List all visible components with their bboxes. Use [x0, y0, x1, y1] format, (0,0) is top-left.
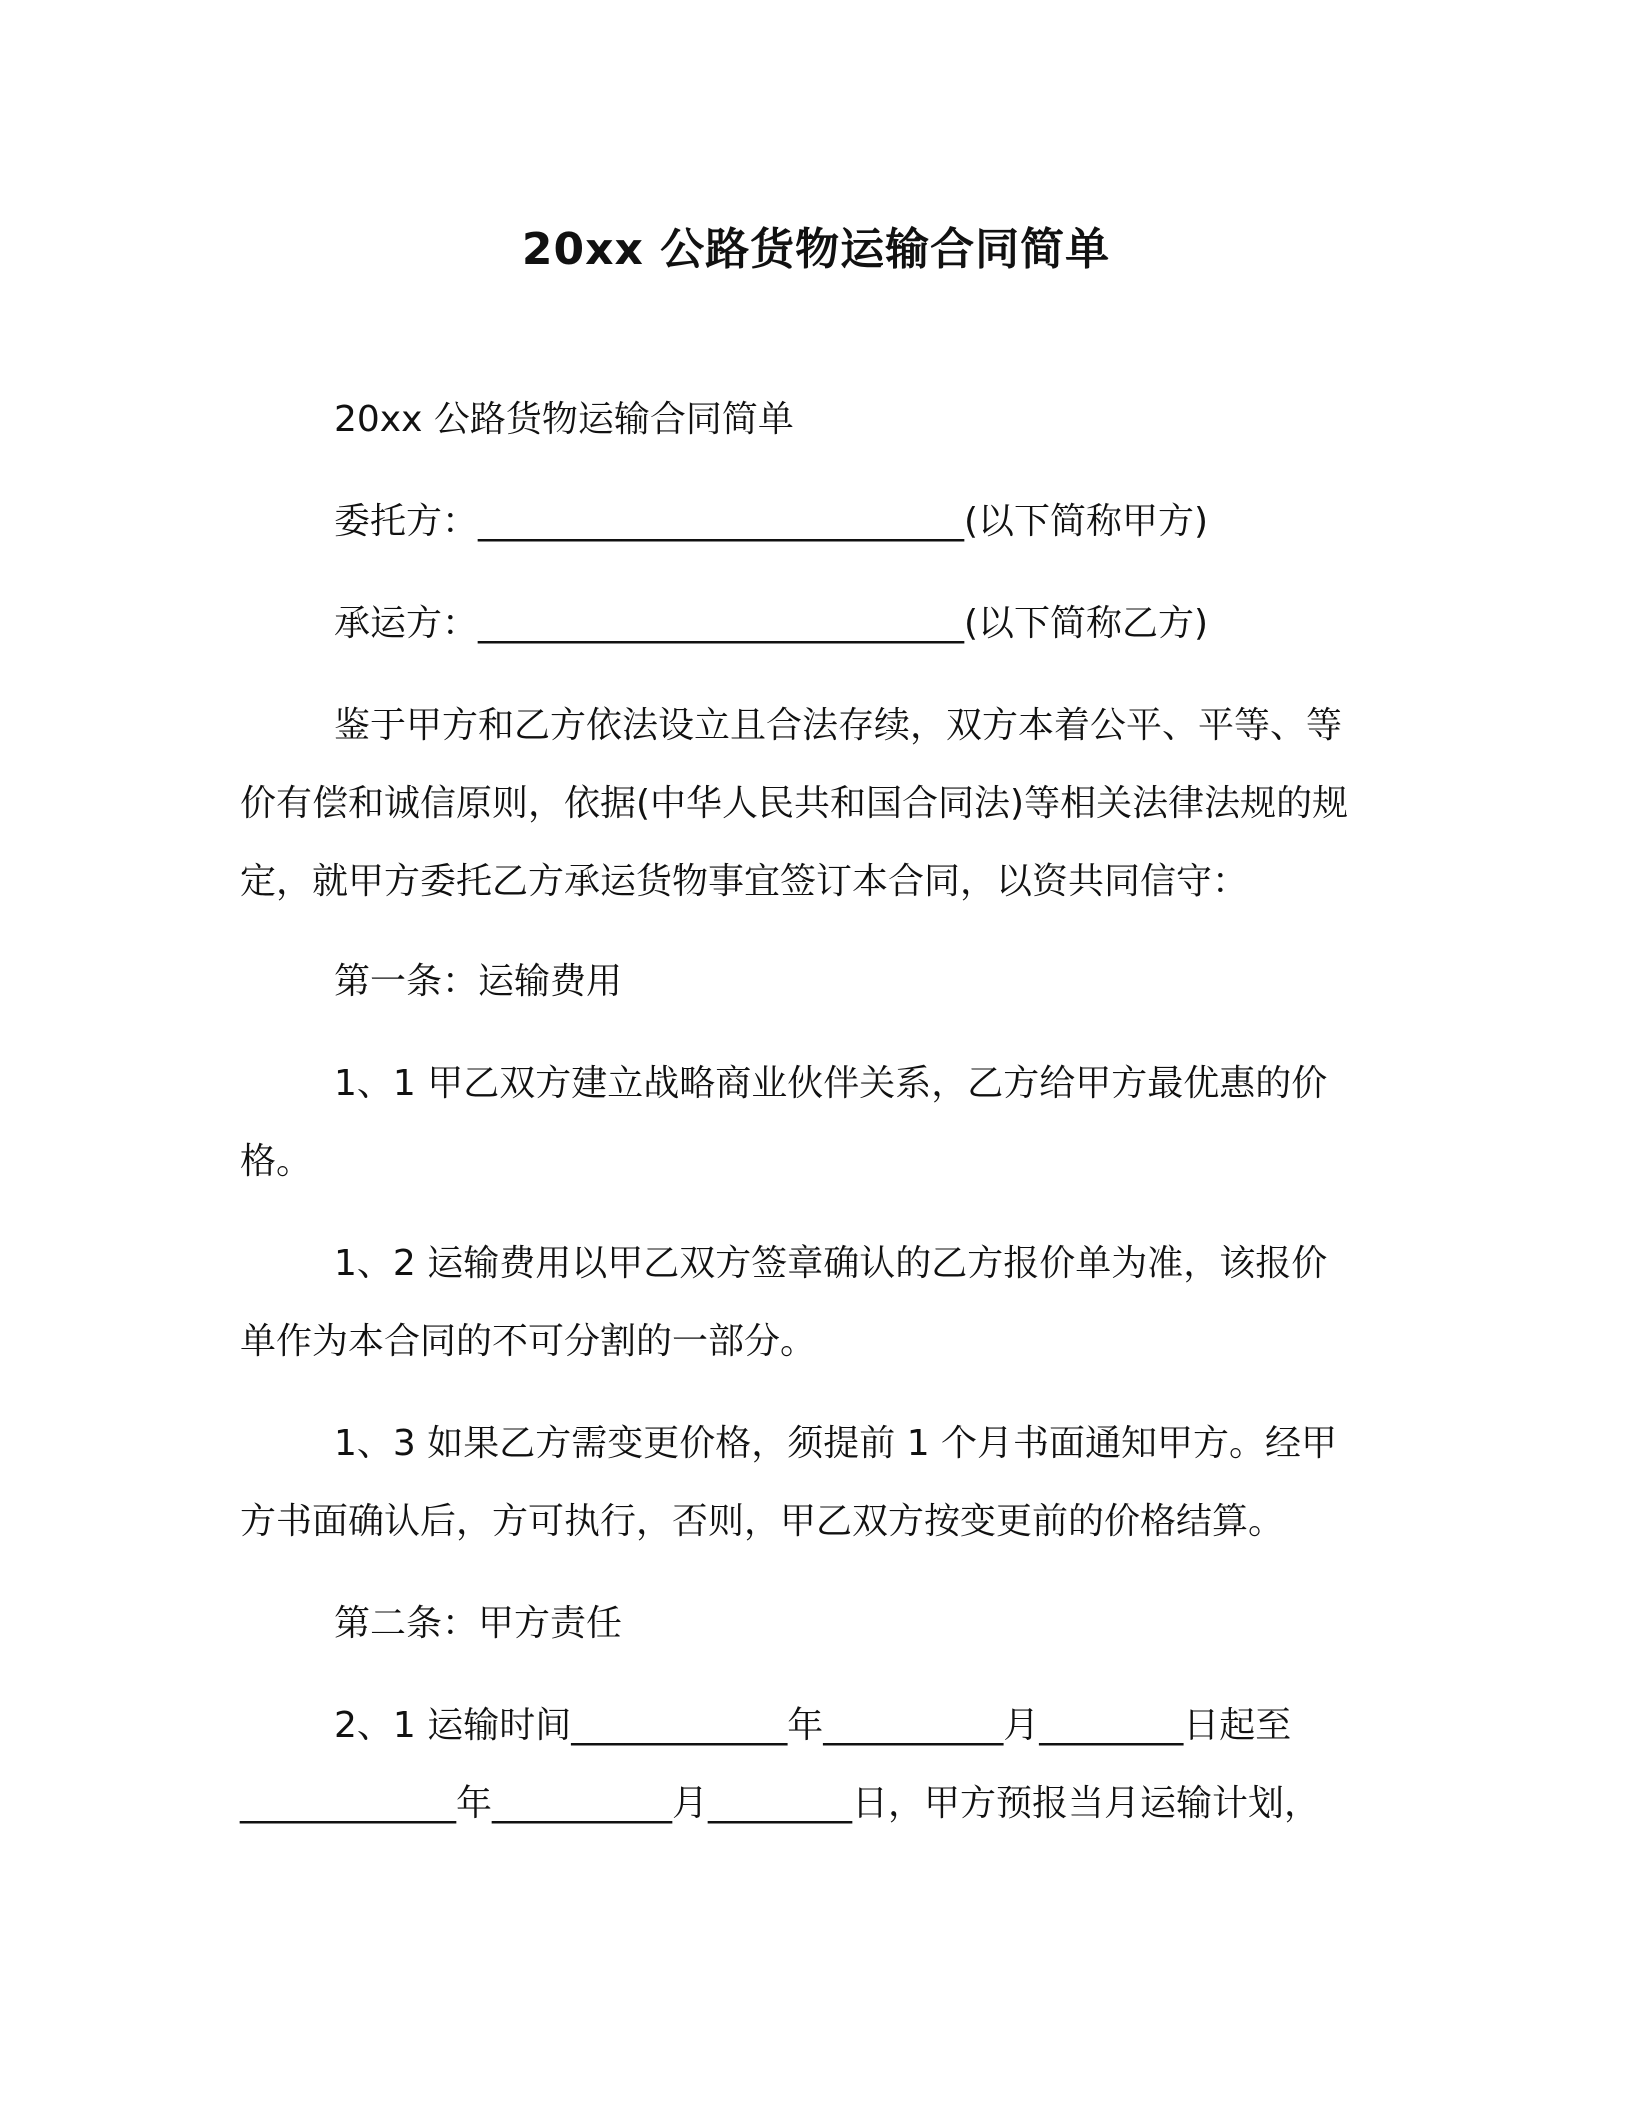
clause-1-2-line-1: 1、2 运输费用以甲乙双方签章确认的乙方报价单为准，该报价	[334, 1243, 1328, 1284]
clause-1-1-line-1: 1、1 甲乙双方建立战略商业伙伴关系，乙方给甲方最优惠的价	[334, 1063, 1328, 1104]
document-subtitle: 20xx 公路货物运输合同简单	[334, 399, 794, 440]
preamble-line-2: 价有偿和诚信原则，依据(中华人民共和国合同法)等相关法律法规的规	[240, 783, 1349, 824]
clause-1-2-line-2: 单作为本合同的不可分割的一部分。	[240, 1321, 817, 1362]
preamble-line-3: 定，就甲方委托乙方承运货物事宜签订本合同，以资共同信守：	[240, 861, 1249, 902]
carrier-line: 承运方：___________________________(以下简称乙方)	[334, 603, 1209, 644]
document-title: 20xx 公路货物运输合同简单	[521, 224, 1111, 275]
article1-heading: 第一条：运输费用	[334, 961, 623, 1002]
clause-1-1-line-2: 格。	[240, 1141, 313, 1182]
clause-1-3-line-2: 方书面确认后，方可执行，否则，甲乙双方按变更前的价格结算。	[240, 1501, 1285, 1542]
preamble-line-1: 鉴于甲方和乙方依法设立且合法存续，双方本着公平、平等、等	[334, 705, 1343, 746]
consignor-line: 委托方：___________________________(以下简称甲方)	[334, 501, 1209, 542]
clause-2-1-line-1: 2、1 运输时间____________年__________月________日起至	[334, 1705, 1292, 1746]
clause-2-1-line-2: ____________年__________月________日，甲方预报当月运输计划，	[240, 1783, 1321, 1824]
article2-heading: 第二条：甲方责任	[334, 1603, 623, 1644]
clause-1-3-line-1: 1、3 如果乙方需变更价格，须提前 1 个月书面通知甲方。经甲	[334, 1423, 1338, 1464]
